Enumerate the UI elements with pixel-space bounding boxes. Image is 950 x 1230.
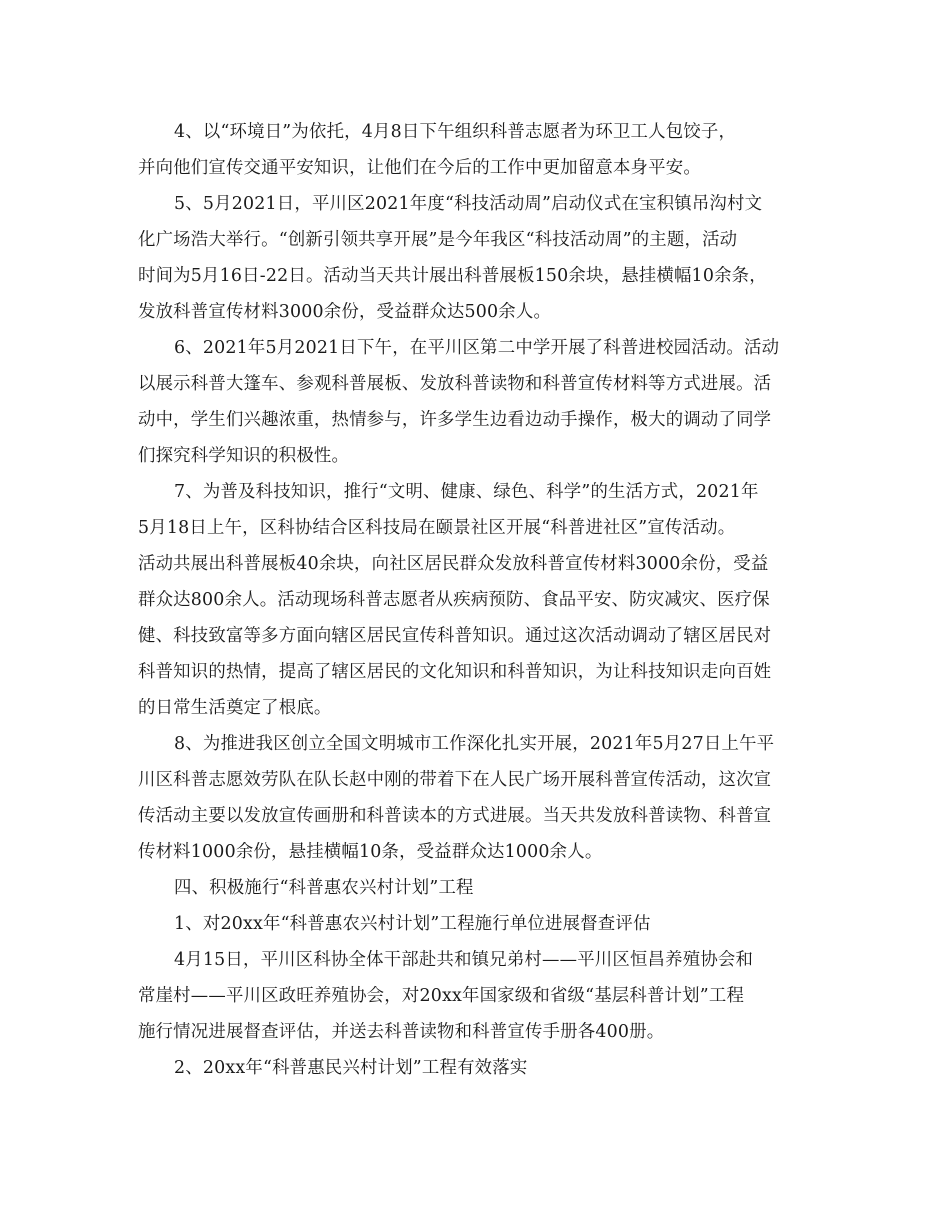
text-line: 群众达800余人。活动现场科普志愿者从疾病预防、食品平安、防灾减灾、医疗保 (138, 590, 770, 610)
text-line: 传材料1000余份，悬挂横幅10条，受益群众达1000余人。 (138, 842, 603, 862)
text-line: 化广场浩大举行。“创新引领共享开展”是今年我区“科技活动周”的主题，活动 (138, 230, 738, 250)
text-line: 5月18日上午，区科协结合区科技局在颐景社区开展“科普进社区”宣传活动。 (138, 518, 736, 538)
text-line: 们探究科学知识的积极性。 (138, 446, 350, 466)
heading-line: 2、20xx年“科普惠民兴村计划”工程有效落实 (174, 1058, 528, 1078)
document-body (138, 114, 818, 1086)
text-line: 常崖村——平川区政旺养殖协会，对20xx年国家级和省级“基层科普计划”工程 (138, 986, 745, 1006)
text-line: 7、为普及科技知识，推行“文明、健康、绿色、科学”的生活方式，2021年 (174, 482, 759, 502)
text-line: 活动共展出科普展板40余块，向社区居民群众发放科普宣传材料3000余份，受益 (138, 554, 769, 574)
paragraph-item-7 (138, 474, 818, 726)
text-line: 传活动主要以发放宣传画册和科普读本的方式进展。当天共发放科普读物、科普宣 (138, 806, 772, 826)
subsection-heading-1 (138, 906, 818, 942)
text-line: 时间为5月16日-22日。活动当天共计展出科普展板150余块，悬挂横幅10余条， (138, 266, 767, 286)
text-line: 的日常生活奠定了根底。 (138, 698, 332, 718)
paragraph-item-6 (138, 330, 818, 474)
text-line: 以展示科普大篷车、参观科普展板、发放科普读物和科普宣传材料等方式进展。活 (138, 374, 772, 394)
heading-line: 四、积极施行“科普惠农兴村计划”工程 (174, 878, 474, 898)
paragraph-subsection-1-body (138, 942, 818, 1050)
text-line: 施行情况进展督查评估，并送去科普读物和科普宣传手册各400册。 (138, 1022, 665, 1042)
text-line: 动中，学生们兴趣浓重，热情参与，许多学生边看边动手操作，极大的调动了同学 (138, 410, 772, 430)
text-line: 发放科普宣传材料3000余份，受益群众达500余人。 (138, 302, 552, 322)
paragraph-item-8 (138, 726, 818, 870)
text-line: 8、为推进我区创立全国文明城市工作深化扎实开展，2021年5月27日上午平 (174, 734, 775, 754)
text-line: 川区科普志愿效劳队在队长赵中刚的带着下在人民广场开展科普宣传活动，这次宣 (138, 770, 772, 790)
section-heading (138, 870, 818, 906)
text-line: 4、以“环境日”为依托，4月8日下午组织科普志愿者为环卫工人包饺子， (174, 122, 737, 142)
paragraph-item-5 (138, 186, 818, 330)
text-line: 并向他们宣传交通平安知识，让他们在今后的工作中更加留意本身平安。 (138, 158, 701, 178)
text-line: 6、2021年5月2021日下午，在平川区第二中学开展了科普进校园活动。活动 (174, 338, 780, 358)
text-line: 5、5月2021日，平川区2021年度“科技活动周”启动仪式在宝积镇吊沟村文 (174, 194, 763, 214)
text-line: 健、科技致富等多方面向辖区居民宣传科普知识。通过这次活动调动了辖区居民对 (138, 626, 772, 646)
subsection-heading-2 (138, 1050, 818, 1086)
text-line: 4月15日，平川区科协全体干部赴共和镇兄弟村——平川区恒昌养殖协会和 (174, 950, 754, 970)
text-line: 科普知识的热情，提高了辖区居民的文化知识和科普知识，为让科技知识走向百姓 (138, 662, 772, 682)
paragraph-item-4 (138, 114, 818, 186)
heading-line: 1、对20xx年“科普惠农兴村计划”工程施行单位进展督查评估 (174, 914, 651, 934)
